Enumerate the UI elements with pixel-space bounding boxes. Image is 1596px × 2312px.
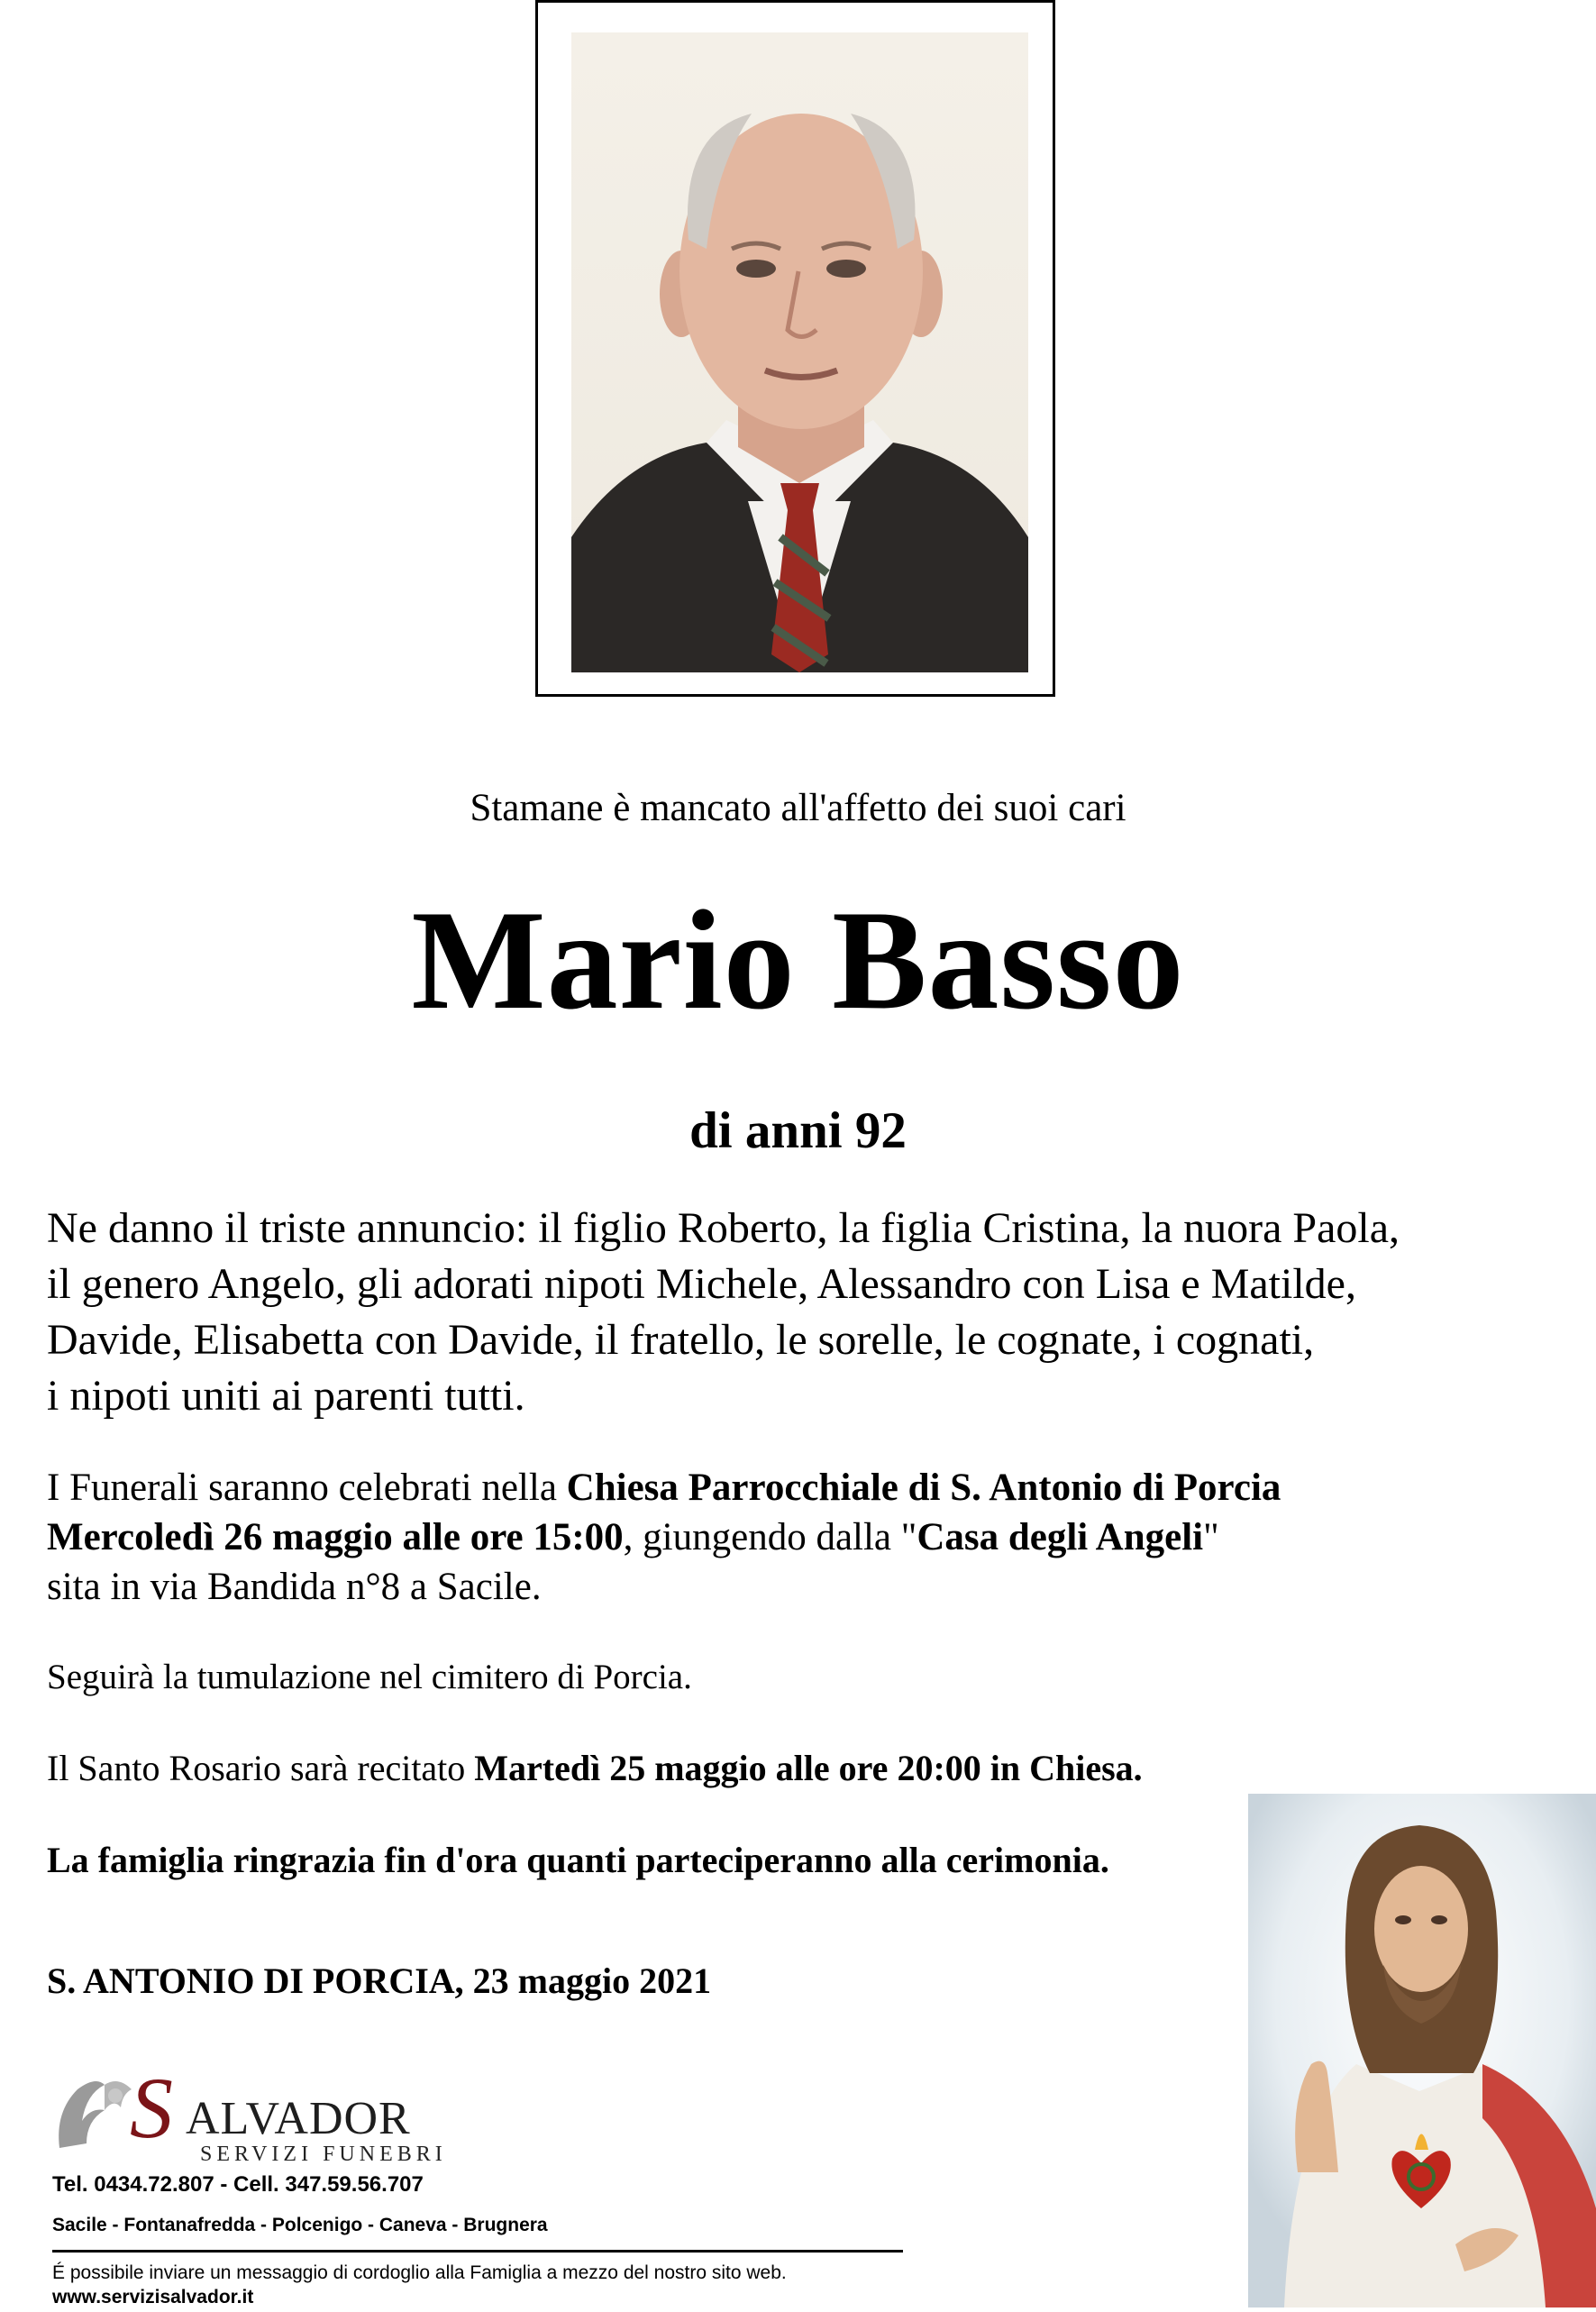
funeral-line-2 [47,1512,1561,1562]
sacred-heart-image [1248,1794,1596,2307]
logo-initial: S [130,2060,173,2156]
funeral-home-name: Casa degli Angeli [917,1516,1204,1558]
logo-wordmark: ALVADOR [186,2093,411,2144]
funeral-address: sita in via Bandida n°8 a Sacile. [47,1566,542,1608]
agency-website[interactable]: www.servizisalvador.it [52,2287,254,2307]
logo-subtitle: SERVIZI FUNEBRI [200,2143,447,2166]
agency-phone: Tel. 0434.72.807 - Cell. 347.59.56.707 [52,2172,424,2197]
rosary-text [47,1747,1561,1789]
footer-divider [52,2250,903,2253]
funeral-from: , giungendo dalla " [623,1516,917,1558]
intro-text: Stamane è mancato all'affetto dei suoi cari [470,787,1126,829]
funeral-datetime: Mercoledì 26 maggio alle ore 15:00 [47,1516,624,1558]
place-date: S. ANTONIO DI PORCIA, 23 maggio 2021 [47,1960,712,2001]
portrait-frame [535,0,1055,697]
funeral-line-1 [47,1463,1561,1512]
condolence-message: É possibile inviare un messaggio di cordoglio alla Famiglia a mezzo del nostro sito web. [52,2262,787,2283]
announcement-line: i nipoti uniti ai parenti tutti. [47,1372,525,1420]
church-name: Chiesa Parrocchiale di S. Antonio di Porcia [566,1467,1281,1509]
thanks-text: La famiglia ringrazia fin d'ora quanti parteciperanno alla cerimonia. [47,1840,1109,1880]
funeral-paragraph [47,1463,1561,1612]
announcement-line: Davide, Elisabetta con Davide, il fratello, le sorelle, le cognate, i cognati, [47,1316,1315,1364]
deceased-age: di anni 92 [689,1102,907,1159]
closing-quote: " [1203,1516,1219,1558]
funeral-intro: I Funerali saranno celebrati nella [47,1467,567,1509]
salvador-logo [50,2058,456,2166]
rosary-datetime: Martedì 25 maggio alle ore 20:00 in Chiesa. [474,1748,1143,1788]
deceased-name: Mario Basso [411,882,1185,1039]
agency-locations: Sacile - Fontanafredda - Polcenigo - Caneva - Brugnera [52,2215,548,2235]
announcement-paragraph [47,1201,1561,1424]
announcement-line: Ne danno il triste annuncio: il figlio Roberto, la figlia Cristina, la nuora Paola, [47,1204,1400,1252]
portrait-photo [571,32,1028,672]
announcement-line: il genero Angelo, gli adorati nipoti Michele, Alessandro con Lisa e Matilde, [47,1260,1356,1308]
rosary-intro: Il Santo Rosario sarà recitato [47,1748,475,1788]
burial-text: Seguirà la tumulazione nel cimitero di Porcia. [47,1658,692,1696]
